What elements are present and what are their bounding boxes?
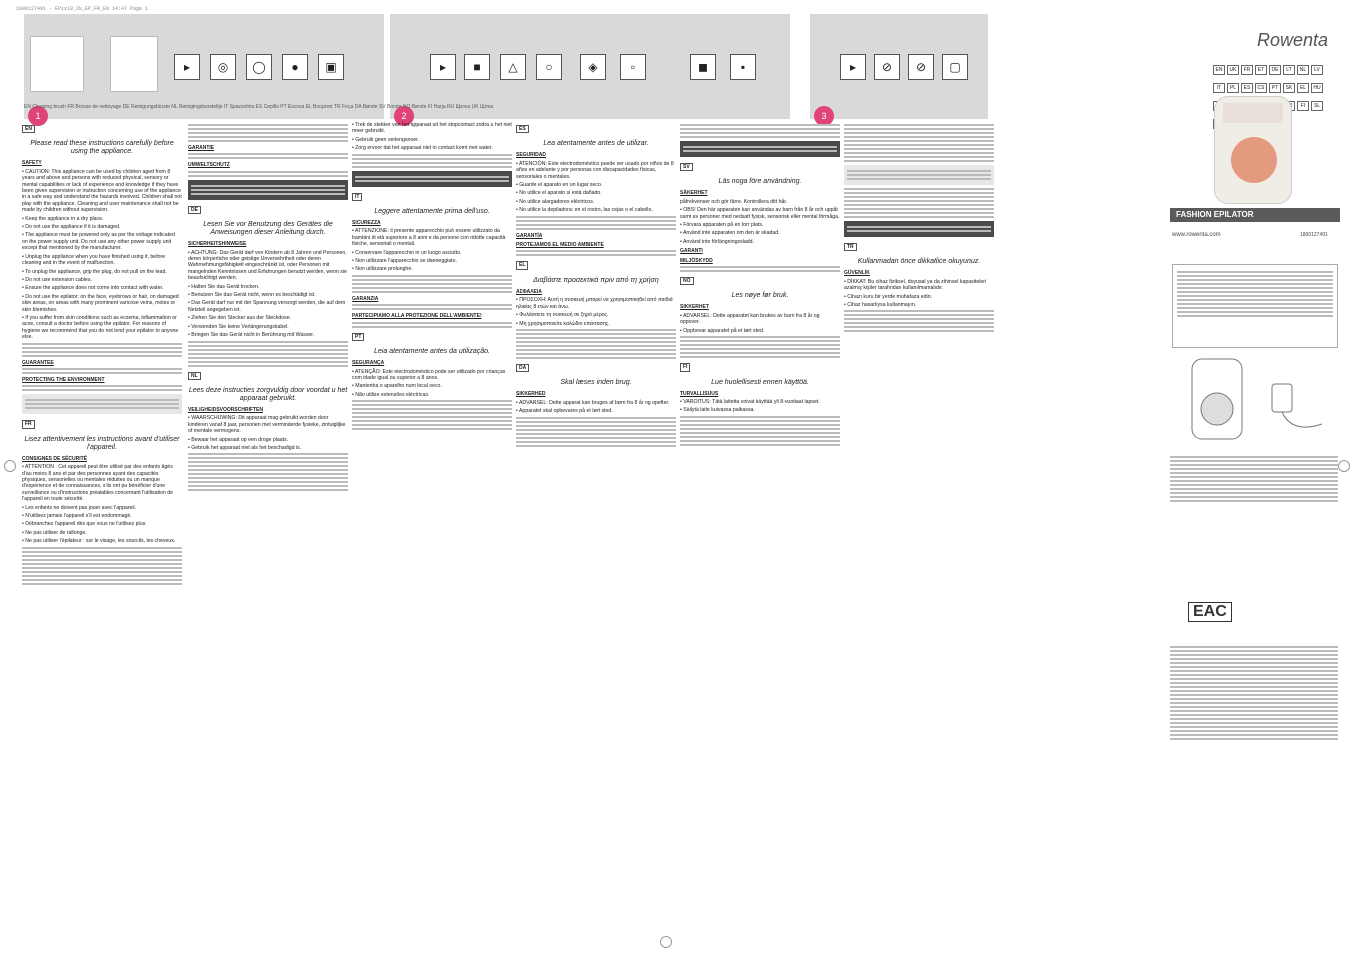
cap-icon: ▫ [620,54,646,80]
paragraph: • Bringen Sie das Gerät nicht in Berührung mit Wasser. [188,332,315,339]
lang-badge: ES [1241,83,1253,93]
website: www.rowenta.com [1172,232,1221,238]
lang-badge: PL [1227,83,1239,93]
section-heading: TURVALLISUUS [680,390,719,397]
paragraph: • ATTENZIONE: il presente apparecchio può essere utilizzato da bambini di età superiore a 8 anni e da persone con ridotte capacità fisiche, sensoriali o mentali. [352,228,506,248]
info-box-dark [188,180,348,200]
paragraph: • Unplug the appliance when you have finished using it, before cleaning and in the event of malfunction. [22,253,166,267]
paragraph: påfrekvenser och gör färre. Kontrollera ditt hår. [680,198,788,205]
info-box-dark [352,171,512,187]
lang-tag: ES [516,125,529,133]
lang-badge: SL [1311,101,1323,111]
paragraph: • ACHTUNG: Das Gerät darf von Kindern ab 8 Jahren und Personen, deren körperliche oder geistige Unversehrtheit oder deren Wahrnehmungsfähigkeit eingeschränkt ist, oder Personen mit mangelnden Kenntnissen und Erfahrungen benutzt werden, wenn sie beaufsichtigt werden. [188,249,347,282]
paragraph: • ADVARSEL: Dette apparat kan bruges af børn fra 8 år og opefter. [516,399,670,406]
section-heading: SEGURIDAD [516,152,547,159]
lang-badge: CS [1255,83,1267,93]
section-heading: VEILIGHEIDSVOORSCHRIFTEN [188,406,264,413]
paragraph: • Conservare l'apparecchio in un luogo asciutto. [352,249,462,256]
section-heading: GÜVENLİK [844,270,870,277]
column-title: Leggere attentamente prima dell'uso. [374,208,490,216]
cover-text-2 [1170,644,1338,924]
section-heading: GARANTI [680,248,703,255]
column-en: EN Please read these instructions carefully before using the appliance. SAFETY • CAUTION: This appliance can be used by children aged from 8 years and above and persons with reduced physical, sensory or mental capabilities or lack of experience and knowledge if they have been given supervision or instruction concerning use of the appliance in a safe way and understand the hazards involved. Children shall not play with the appliance. Cleaning and user maintenance shall not be made by children without supervision. • Keep the appliance in a dry place. • Do not use the appliance if it is damaged. • The appliance must be powered only as per the voltage indicated on the power supply unit. Do not use any other power supply unit except that mentioned by the manufacturer. • Unplug the appliance when you have finished using it, before cleaning and in the event of malfunction. • To unplug the appliance, grip the plug, do not pull on the lead. • Do not use extension cables. • Ensure the appliance does not come into contact with water. • Do not use the epilator: on the face, eyebrows or hair, on damaged skin areas, on areas with many prominent varicose veins, moles or skin blemishes. • If you suffer from skin conditions such as eczema, inflammation or acne, consult a doctor before using the epilator. For reasons of hygiene we recommend that you do not lend your epilator to anyone else. GUARANTEE PROTECTING THE ENVIRONMENT FR Lisez attentivement les instructions avant d'utiliser l'appareil. CONSIGNES DE SÉCURITÉ • ATTENTION : Cet appareil peut être utilisé par des enfants âgés d'au moins 8 ans et par des personnes ayant des capacités physiques, sensorielles ou mentales réduites ou un manque d'expérience et de connaissances, s'ils ont pu bénéficier d'une surveillance ou d'instructions préalables concernant l'utilisation de l'appareil en toute sécurité. • Les enfants ne doivent pas jouer avec l'appareil. • N'utilisez jamais l'appareil s'il est endommagé. • Débranchez l'appareil dès que vous ne l'utilisez plus. • Ne pas utiliser de rallonge. • Ne pas utiliser l'épilateur : sur le visage, les sourcils, les cheveux. [22,122,182,942]
column-title: Les nøye før bruk. [731,292,789,300]
lang-badge: FR [1241,65,1253,75]
bikini-icon: △ [500,54,526,80]
section-heading: PARTECIPIAMO ALLA PROTEZIONE DELL'AMBIENTE! [352,313,482,320]
leg-illustration [30,36,84,92]
rinse-icon: ◼ [690,54,716,80]
column-it: • Trek de stekker van het apparaat uit het stopcontact zodra u het niet meer gebruikt. • Gebruik geen verlengsnoer. • Zorg ervoor dat het apparaat niet in contact komt met water. IT Leggere attentamente prima dell'uso. SICUREZZA • ATTENZIONE: il presente apparecchio può essere utilizzato da bambini di età superiore a 8 anni e da persone con ridotte capacità fisiche, sensoriali o mentali. • Conservare l'apparecchio in un luogo asciutto. • Non utilizzare l'apparecchio se danneggiato. • Non utilizzare prolunghe. GARANZIA PARTECIPIAMO ALLA PROTEZIONE DELL'AMBIENTE! PT Leia atentamente antes da utilização. SEGURANÇA • ATENÇÃO: Este electrodoméstico pode ser utilizado por crianças com idade igual ou superior a 8 anos. • Mantenha o aparelho num local seco. • Não utilize extensões eléctricas. [352,122,512,942]
lang-badge: UK [1227,65,1239,75]
column-title: Läs noga före användning. [718,178,802,186]
lang-tag: IT [352,193,362,201]
column-title: Please read these instructions carefully before using the appliance. [30,140,174,156]
captions-row: EN Cleaning brush FR Brosse de nettoyage DE Reinigungsbürste NL Reinigingsborsteltje IT Spazzolina ES Cepillo PT Escova EL Βούρτσα TR Fırça DA Børste SV Borste NO Børste FI Harja RU Щетка UK Щітка [24,104,494,110]
paragraph: • The appliance must be powered only as per the voltage indicated on the power supply unit. Do not use any other power supply unit except that mentioned by the manufacturer. [22,232,175,252]
product-name: FASHION EPILATOR [1170,208,1340,222]
section-heading: SIKKERHET [680,304,709,311]
product-image [1214,96,1292,204]
column-title: Leia atentamente antes da utilização. [374,348,490,356]
paragraph: • No utilice la depiladora: en el rostro, las cejas o el cabello. [516,207,653,214]
paragraph: • Halten Sie das Gerät trocken. [188,283,260,290]
paragraph: • Μη χρησιμοποιείτε καλώδιο επέκτασης. [516,320,610,327]
section-heading: SEGURANÇA [352,360,385,367]
column-sv: SV Läs noga före användning. SÄKERHET påfrekvenser och gör färre. Kontrollera ditt hår. • OBS! Den här apparaten kan användas av barn från 8 år och uppåt samt av personer med nedsatt fysisk, sensorisk eller mental förmåga. • Förvara apparaten på en torr plats. • Använd inte apparaten om den är skadad. • Använd inte förlängningssladd. GARANTI MILJÖSKYDD NO Les nøye før bruk. SIKKERHET • ADVARSEL: Dette apparatet kan brukes av barn fra 8 år og oppover. • Oppbevar apparatet på et tørt sted. FI Lue huolellisesti ennen käyttöä. TURVALLISUUS • VAROITUS: Tätä laitetta voivat käyttää yli 8-vuotiaat lapset. • Säilytä laite kuivassa paikassa. [680,122,840,942]
column-tr [844,122,994,942]
paragraph: • OBS! Den här apparaten kan användas av barn från 8 år och uppåt samt av personer med nedsatt fysisk, sensorisk eller mental förmåga. [680,207,840,220]
paragraph: • N'utilisez jamais l'appareil s'il est endommagé. [22,513,132,520]
doc-number: 1800127491 [1300,232,1328,238]
paragraph: • Zorg ervoor dat het apparaat niet in contact komt met water. [352,145,493,152]
paragraph: • Não utilize extensões eléctricas. [352,391,430,398]
info-box-dark [680,141,840,157]
lang-badge: HU [1311,83,1323,93]
section-heading: GARANTIE [188,145,215,151]
paragraph: • Cihazı kuru bir yerde muhafaza edin. [844,293,933,300]
lang-badge: EN [1213,65,1225,75]
section-heading: ΑΣΦΑΛΕΙΑ [516,288,542,295]
lang-badge: EL [1297,83,1309,93]
lang-badge: LT [1283,65,1295,75]
step-number-2: 2 [394,106,414,126]
cover-panel [1000,14,1340,944]
paragraph: • VAROITUS: Tätä laitetta voivat käyttää yli 8-vuotiaat lapset. [680,398,820,405]
registration-mark [4,460,16,472]
lang-tag: TR [844,243,857,251]
paragraph: • Förvara apparaten på en torr plats. [680,222,764,229]
lang-badge: LV [1311,65,1323,75]
no-water-illustration [110,36,158,92]
section-heading: SAFETY [22,160,42,167]
section-heading: PROTECTING THE ENVIRONMENT [22,376,105,383]
paragraph: • No utilice alargadores eléctricos. [516,198,595,205]
info-box-dark [844,221,994,237]
illustration-strip-3 [810,14,988,119]
paragraph: • Cihaz hasarlıysa kullanmayın. [844,302,917,309]
paragraph: • ΠΡΟΣΟΧΗ: Αυτή η συσκευή μπορεί να χρησιμοποιηθεί από παιδιά ηλικίας 8 ετών και άνω. [516,297,673,310]
paragraph: • Trek de stekker van het apparaat uit het stopcontact zodra u het niet meer gebruikt. [352,122,512,135]
paragraph: • CAUTION: This appliance can be used by children aged from 8 years and above and persons with reduced physical, sensory or mental capabilities or lack of experience and knowledge if they have been given supervision or instruction concerning use of the appliance in a safe way and understand the hazards involved. Children shall not play with the appliance. Cleaning and user maintenance shall not be made by children without supervision. [22,168,182,214]
lang-badge: FI [1297,101,1309,111]
eac-mark-icon: EAC [1188,602,1232,622]
section-heading: GARANZIA [352,295,379,302]
epilate-icon: ● [282,54,308,80]
switch-icon: ◯ [246,54,272,80]
cover-text [1170,454,1338,594]
lang-tag: SV [680,163,693,171]
clean-icon: ▣ [318,54,344,80]
lang-badge: PT [1269,83,1281,93]
paragraph: • Gebruik het apparaat niet als het beschadigd is. [188,444,302,451]
paragraph: • DİKKAT: Bu cihaz fiziksel, duyusal ya da zihinsel kapasiteleri azalmış kişiler tarafından kullanılmamalıdır. [844,278,987,292]
column-title: Lesen Sie vor Benutzung des Gerätes die Anweisungen dieser Anleitung durch. [203,221,333,237]
paragraph: • Non utilizzare l'apparecchio se danneggiato. [352,258,457,265]
print-header: 1800127491 - EP1x10_2k_EP_FR_EN 14:47 Page 1 [16,6,149,12]
parts-illustration [1172,354,1338,444]
section-heading: PROTEJAMOS EL MEDIO AMBIENTE [516,242,604,249]
column-title: Διαβάστε προσεκτικά πριν από τη χρήση [533,276,659,284]
column-title: Kullanmadan önce dikkatlice okuyunuz. [857,258,981,266]
lang-badge: SK [1283,83,1295,93]
lang-badge: NL [1297,65,1309,75]
paragraph: • Keep the appliance in a dry place. [22,215,104,222]
paragraph: • Ensure the appliance does not come into contact with water. [22,285,164,292]
paragraph: • Do not use the epilator: on the face, eyebrows or hair, on damaged skin areas, on areas with many prominent varicose veins, moles or skin blemishes. [22,293,179,313]
paragraph: • Oppbevar apparatet på et tørt sted. [680,327,765,334]
paragraph: • If you suffer from skin conditions such as eczema, inflammation or acne, consult a doctor before using the epilator. For reasons of hygiene we recommend that you do not lend your epilator to anyone else. [22,314,179,341]
column-title: Lisez attentivement les instructions avant d'utiliser l'appareil. [24,435,180,451]
paragraph: • Verwenden Sie keine Verlängerungskabel. [188,323,289,330]
section-heading: UMWELTSCHUTZ [188,162,230,169]
paragraph: • Do not use extension cables. [22,276,92,283]
paragraph: • WAARSCHUWING: Dit apparaat mag gebruikt worden door kinderen vanaf 8 jaar, personen met verminderde fysieke, zintuiglijke of mentale vermogens. [188,415,346,435]
paragraph: • Gebruik geen verlengsnoer. [352,136,419,143]
paragraph: • Ne pas utiliser de rallonge. [22,529,87,536]
paragraph: • Apparatet skal opbevares på et tørt sted. [516,408,613,415]
section-heading: SIKKERHED [516,391,546,398]
section-heading: CONSIGNES DE SÉCURITÉ [22,455,88,462]
paragraph: • Benutzen Sie das Gerät nicht, wenn es beschädigt ist. [188,292,316,299]
paragraph: • Mantenha o aparelho num local seco. [352,383,442,390]
paragraph: • Débranchez l'appareil dès que vous ne l'utilisez plus. [22,521,147,528]
paragraph: • ATENCIÓN: Este electrodoméstico puede ser usado por niños de 8 años en adelante y por personas con discapacidades físicas, sensoriales o mentales. [516,160,674,180]
registration-mark [1338,460,1350,472]
column-title: Lea atentamente antes de utilizar. [543,140,649,148]
info-box [844,165,994,185]
column-de: GARANTIE UMWELTSCHUTZ DE Lesen Sie vor Benutzung des Gerätes die Anweisungen dieser Anleitung durch. SICHERHEITSHINWEISE • ACHTUNG: Das Gerät darf von Kindern ab 8 Jahren und Personen, deren körperliche oder geistige Unversehrtheit oder deren Wahrnehmungsfähigkeit eingeschränkt ist, oder Personen mit mangelnden Kenntnissen und Erfahrungen benutzt werden, wenn sie beaufsichtigt werden. • Halten Sie das Gerät trocken. • Benutzen Sie das Gerät nicht, wenn es beschädigt ist. • Das Gerät darf nur mit der Spannung versorgt werden, die auf dem Netzteil angegeben ist. • Ziehen Sie den Stecker aus der Steckdose. • Verwenden Sie keine Verlängerungskabel. • Bringen Sie das Gerät nicht in Berührung mit Wasser. NL Lees deze instructies zorgvuldig door voordat u het apparaat gebruikt. VEILIGHEIDSVOORSCHRIFTEN • WAARSCHUWING: Dit apparaat mag gebruikt worden door kinderen vanaf 8 jaar, personen met verminderde fysieke, zintuiglijke of mentale vermogens. • Bewaar het apparaat op een droge plaats. • Gebruik het apparaat niet als het beschadigd is. [188,122,348,942]
lang-tag: EN [22,125,35,133]
step-2-icon: ▸ [430,54,456,80]
paragraph: • To unplug the appliance, grip the plug, do not pull on the lead. [22,268,167,275]
lang-tag: DE [188,206,201,214]
paragraph: • Das Gerät darf nur mit der Spannung versorgt werden, die auf dem Netzteil angegeben ist. [188,300,346,313]
section-heading: SÄKERHET [680,190,708,197]
paragraph: • Guarde el aparato en un lugar seco. [516,182,603,189]
accessories-icon: ▢ [942,54,968,80]
step-number-1: 1 [28,106,48,126]
paragraph: • ADVARSEL: Dette apparatet kan brukes av barn fra 8 år og oppover. [680,312,820,326]
paragraph: • Säilytä laite kuivassa paikassa. [680,407,755,414]
column-title: Skal læses inden brug. [560,379,632,387]
paragraph: • Non utilizzare prolunghe. [352,266,413,273]
lang-badge: ET [1255,65,1267,75]
lang-badge: IT [1213,83,1225,93]
info-box [22,394,182,414]
step-3-icon: ▸ [840,54,866,80]
column-es: ES Lea atentamente antes de utilizar. SEGURIDAD • ATENCIÓN: Este electrodoméstico puede ser usado por niños de 8 años en adelante y por personas con discapacidades físicas, sensoriales o mentales. • Guarde el aparato en un lugar seco. • No utilice el aparato si está dañado. • No utilice alargadores eléctricos. • No utilice la depiladora: en el rostro, las cejas o el cabello. GARANTÍA PROTEJAMOS EL MEDIO AMBIENTE EL Διαβάστε προσεκτικά πριν από τη χρήση ΑΣΦΑΛΕΙΑ • ΠΡΟΣΟΧΗ: Αυτή η συσκευή μπορεί να χρησιμοποιηθεί από παιδιά ηλικίας 8 ετών και άνω. • Φυλάσσετε τη συσκευή σε ξηρό μέρος. • Μη χρησιμοποιείτε καλώδιο επέκτασης. DA Skal læses inden brug. SIKKERHED • ADVARSEL: Dette apparat kan bruges af børn fra 8 år og opefter. • Apparatet skal opbevares på et tørt sted. [516,122,676,942]
paragraph: • Ziehen Sie den Stecker aus der Steckdose. [188,315,292,322]
paragraph: • Φυλάσσετε τη συσκευή σε ξηρό μέρος. [516,312,609,319]
no-shower-icon: ⊘ [908,54,934,80]
section-heading: GARANTÍA [516,232,543,239]
plug-icon: ◎ [210,54,236,80]
paragraph: • Använd inte förlängningssladd. [680,238,754,245]
parts-legend [1172,264,1338,348]
paragraph: • ATENÇÃO: Este electrodoméstico pode ser utilizado por crianças com idade igual ou superior a 8 anos. [352,368,506,381]
column-title: Lees deze instructies zorgvuldig door voordat u het apparaat gebruikt. [188,386,348,402]
section-heading: SICHERHEITSHINWEISE [188,241,247,248]
column-title: Lue huolellisesti ennen käyttöä. [711,378,809,386]
step-number-3: 3 [814,106,834,126]
paragraph: • Ne pas utiliser l'épilateur : sur le visage, les sourcils, les cheveux. [22,538,176,545]
attach-icon: ◈ [580,54,606,80]
section-heading: SICUREZZA [352,220,381,227]
head-icon: ■ [464,54,490,80]
brush-icon: ▪ [730,54,756,80]
lang-badge: DE [1269,65,1281,75]
paragraph: • Les enfants ne doivent pas jouer avec l'appareil. [22,504,137,511]
paragraph: • ATTENTION : Cet appareil peut être utilisé par des enfants âgés d'au moins 8 ans et par des personnes ayant des capacités physiques, sensorielles ou mentales réduites ou un manque d'expérience et de connaissances, s'ils ont pu bénéficier d'une surveillance ou d'instructions préalables concernant l'utilisation de l'appareil en toute sécurité. [22,464,174,503]
paragraph: • Använd inte apparaten om den är skadad. [680,230,780,237]
underarm-icon: ○ [536,54,562,80]
brand-logo: Rowenta [1256,30,1328,50]
no-water-icon: ⊘ [874,54,900,80]
section-heading: MILJÖSKYDD [680,257,713,264]
step-1-icon: ▸ [174,54,200,80]
paragraph: • Do not use the appliance if it is damaged. [22,224,121,231]
paragraph: • No utilice el aparato si está dañado. [516,190,602,197]
paragraph: • Bewaar het apparaat op een droge plaats. [188,436,289,443]
section-heading: GUARANTEE [22,359,54,366]
registration-mark [660,936,672,948]
